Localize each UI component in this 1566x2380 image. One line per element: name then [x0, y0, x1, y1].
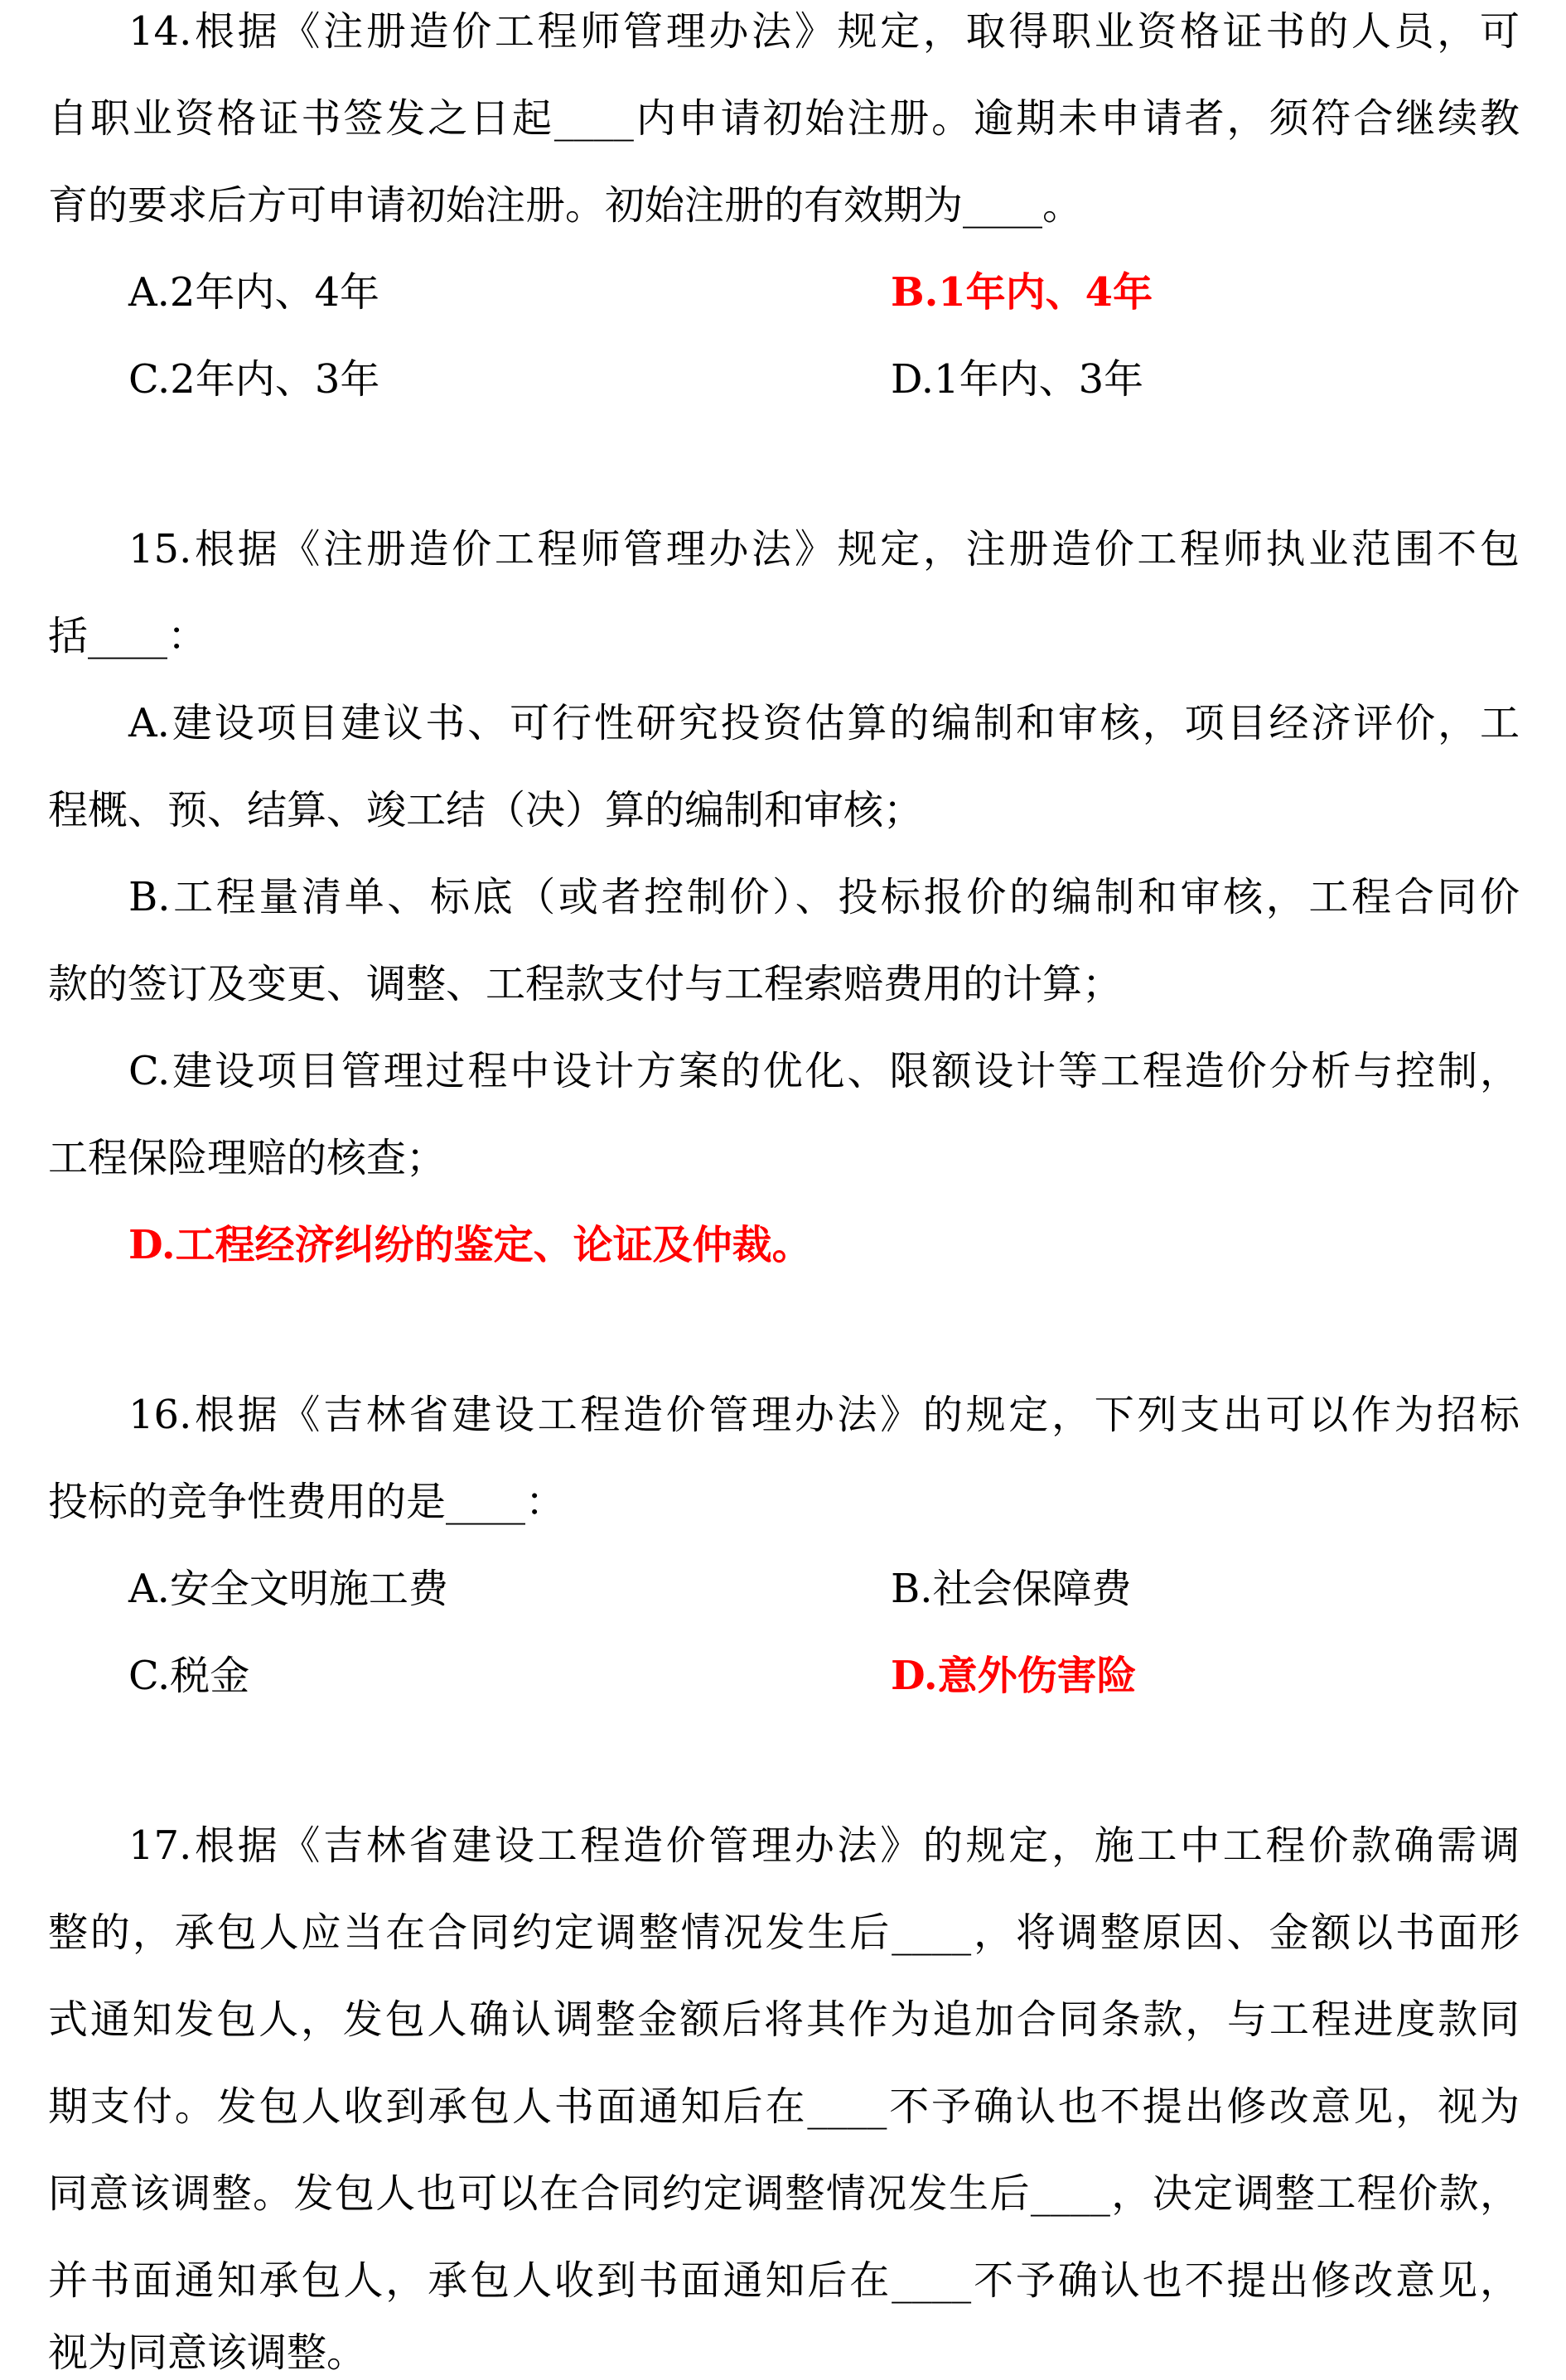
question-16-option-c: C.税金	[128, 1653, 250, 1699]
question-14-option-d: D.1年内、3年	[891, 356, 1144, 403]
question-15-option-c-line-2: 工程保险理赔的核查；	[48, 1135, 447, 1181]
question-17-line-5: 同意该调整。发包人也可以在合同约定调整情况发生后____，决定调整工程价款，	[48, 2170, 1520, 2217]
question-14-option-c: C.2年内、3年	[128, 356, 380, 403]
question-16-line-2: 投标的竞争性费用的是____：	[48, 1479, 566, 1525]
question-15-option-c-line-1: C.建设项目管理过程中设计方案的优化、限额设计等工程造价分析与控制，	[128, 1048, 1520, 1094]
question-14-option-a: A.2年内、4年	[128, 269, 380, 316]
question-14-line-2: 自职业资格证书签发之日起____内申请初始注册。逾期未申请者，须符合继续教	[48, 95, 1520, 142]
question-17-line-2: 整的，承包人应当在合同约定调整情况发生后____，将调整原因、金额以书面形	[48, 1909, 1520, 1956]
question-16-line-1: 16.根据《吉林省建设工程造价管理办法》的规定，下列支出可以作为招标	[128, 1392, 1520, 1438]
question-15-option-d-answer: D.工程经济纠纷的鉴定、论证及仲裁。	[128, 1222, 812, 1268]
question-17-line-6: 并书面通知承包人，承包人收到书面通知后在____不予确认也不提出修改意见，	[48, 2257, 1520, 2304]
question-15-option-b-line-1: B.工程量清单、标底（或者控制价）、投标报价的编制和审核，工程合同价	[128, 874, 1520, 920]
question-16-option-d-answer: D.意外伤害险	[891, 1653, 1137, 1699]
question-15-option-b-line-2: 款的签订及变更、调整、工程款支付与工程索赔费用的计算；	[48, 961, 1123, 1007]
question-17-line-4: 期支付。发包人收到承包人书面通知后在____不予确认也不提出修改意见，视为	[48, 2083, 1520, 2130]
question-15-option-a-line-1: A.建设项目建议书、可行性研究投资估算的编制和审核，项目经济评价，工	[128, 700, 1520, 746]
question-17-line-1: 17.根据《吉林省建设工程造价管理办法》的规定，施工中工程价款确需调	[128, 1822, 1520, 1869]
question-14-option-b-answer: B.1年内、4年	[891, 269, 1153, 316]
question-16-option-a: A.安全文明施工费	[128, 1566, 448, 1612]
question-15-line-1: 15.根据《注册造价工程师管理办法》规定，注册造价工程师执业范围不包	[128, 526, 1520, 572]
question-14-line-3: 育的要求后方可申请初始注册。初始注册的有效期为____。	[48, 182, 1083, 229]
question-16-option-b: B.社会保障费	[891, 1566, 1132, 1612]
question-14-line-1: 14.根据《注册造价工程师管理办法》规定，取得职业资格证书的人员，可	[128, 8, 1520, 55]
question-17-line-7: 视为同意该调整。	[48, 2329, 367, 2376]
question-17-line-3: 式通知发包人，发包人确认调整金额后将其作为追加合同条款，与工程进度款同	[48, 1996, 1520, 2043]
question-15-line-2: 括____：	[48, 613, 208, 659]
question-15-option-a-line-2: 程概、预、结算、竣工结（决）算的编制和审核；	[48, 787, 924, 833]
